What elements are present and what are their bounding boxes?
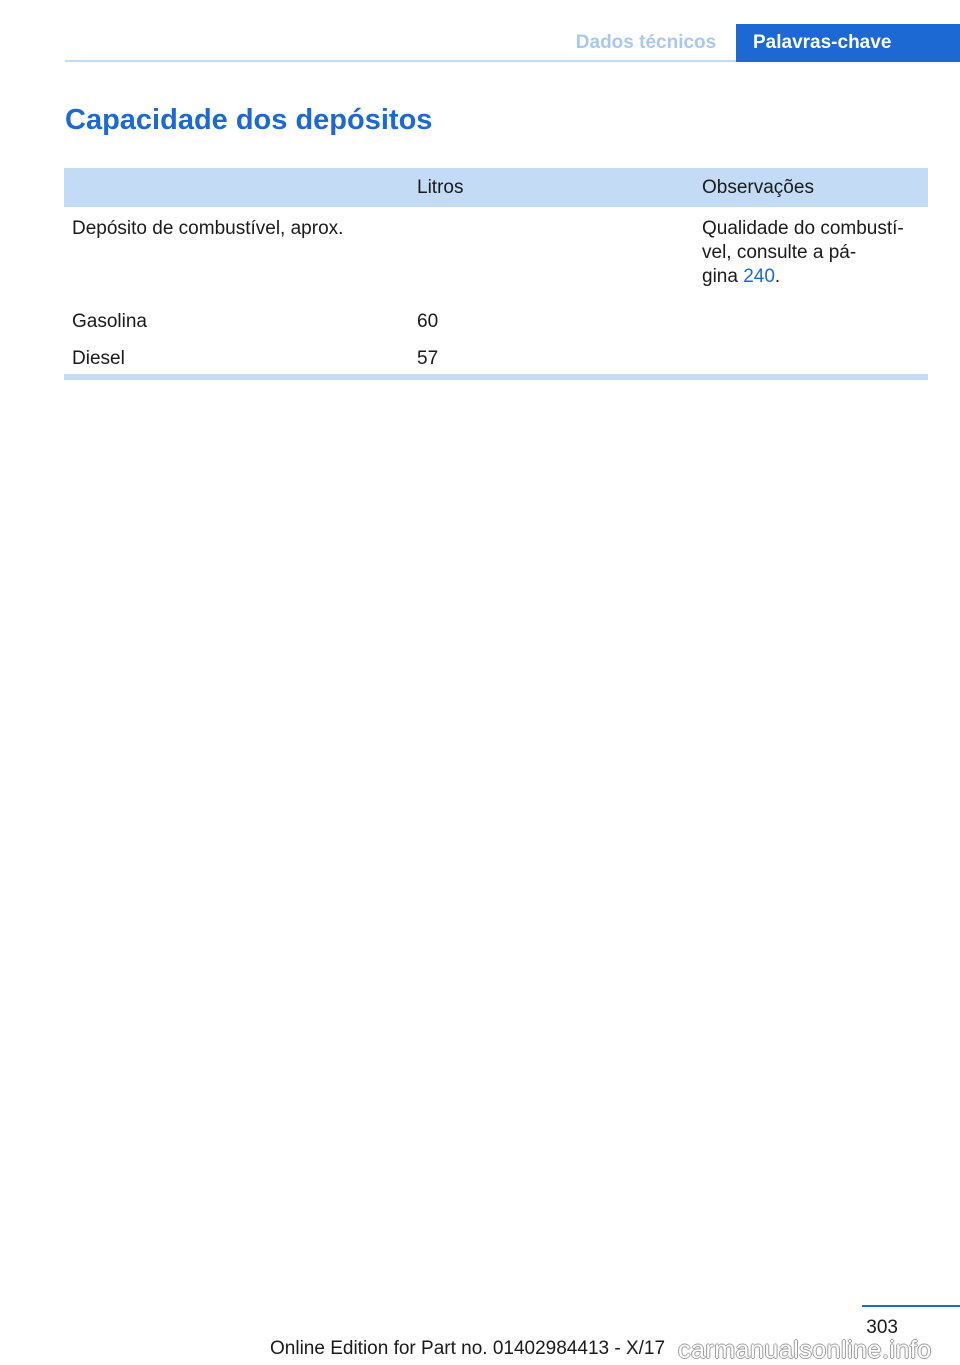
note-line: Qualidade do combustí- — [702, 218, 904, 239]
row-label: Diesel — [72, 348, 125, 369]
table-row — [64, 207, 928, 303]
table-bottom-rule — [64, 374, 928, 380]
page-reference-link[interactable]: 240 — [743, 266, 775, 287]
column-header-liters: Litros — [409, 168, 694, 207]
column-header-notes: Observações — [694, 168, 928, 207]
watermark: carmanualsonline.info — [678, 1336, 932, 1364]
row-note — [694, 207, 928, 303]
row-liters — [409, 207, 694, 303]
note-period: . — [774, 266, 781, 287]
tab-dados-tecnicos[interactable]: Dados técnicos — [575, 32, 717, 53]
section-title: Capacidade dos depósitos — [65, 104, 433, 136]
tank-capacity-table — [64, 168, 928, 381]
row-label: Gasolina — [72, 311, 147, 332]
page-number: 303 — [866, 1317, 898, 1338]
note-line: gina — [702, 266, 738, 287]
table-row — [64, 303, 928, 340]
tab-palavras-chave[interactable]: Palavras-chave — [736, 24, 960, 62]
column-header-item — [64, 168, 409, 207]
row-liters: 60 — [417, 311, 439, 332]
row-note — [694, 303, 928, 340]
row-liters: 57 — [417, 348, 439, 369]
footer-divider — [862, 1305, 960, 1307]
table-header-row — [64, 168, 928, 207]
edition-footer: Online Edition for Part no. 01402984413 - X/17 — [270, 1338, 666, 1359]
note-line: vel, consulte a pá- — [702, 242, 857, 263]
row-label: Depósito de combustível, aprox. — [72, 218, 344, 239]
